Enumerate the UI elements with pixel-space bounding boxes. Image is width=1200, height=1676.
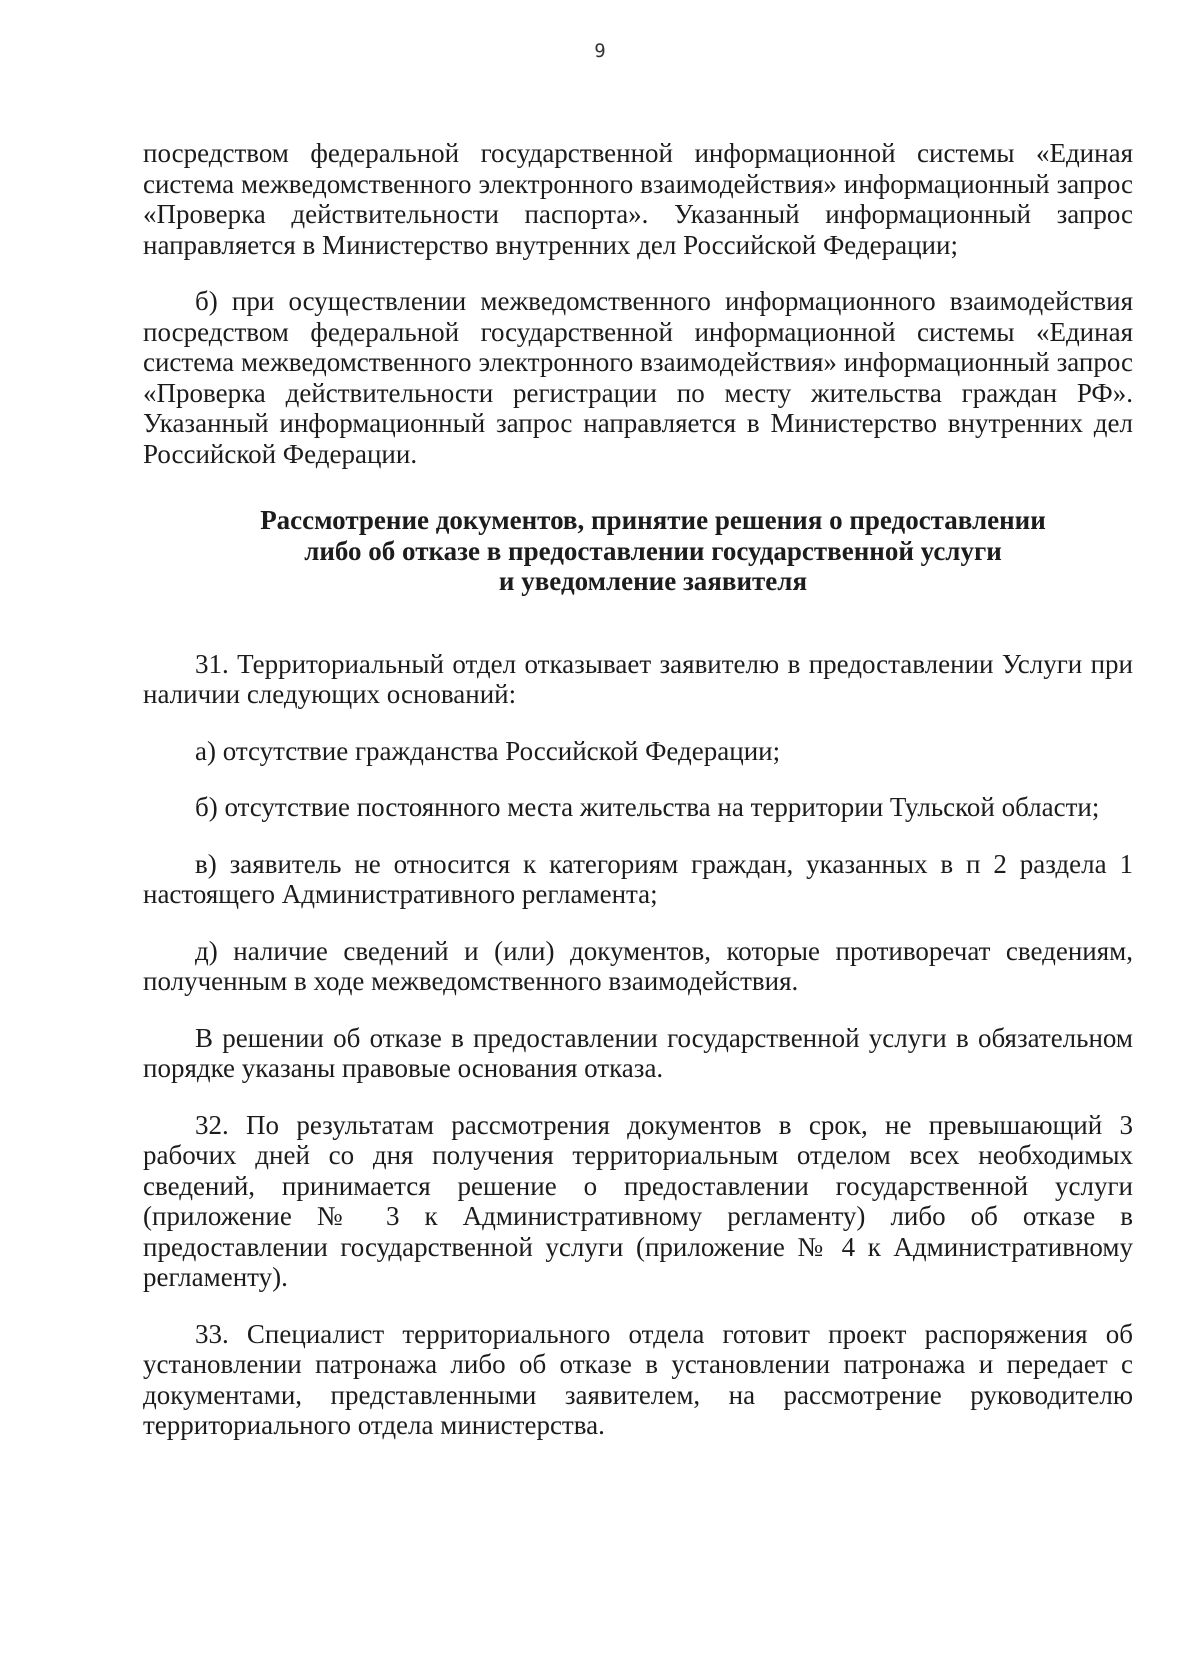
section-heading-line-2: либо об отказе в предоставлении государственной услуги	[304, 535, 1002, 566]
section-heading-line-3: и уведомление заявителя	[498, 566, 808, 596]
paragraph-31: 31. Территориальный отдел отказывает заявителю в предоставлении Услуги при наличии следующих оснований:	[143, 648, 1133, 709]
paragraph-item-b: б) при осуществлении межведомственного информационного взаимодействия посредством федеральной государственной информационной системы «Единая система межведомственного электронного взаимодействия» информационный запрос «Проверка действительности регистрации по месту жительства граждан РФ». Указанный информационный запрос направляется в Министерство внутренних дел Российской Федерации.	[143, 286, 1133, 469]
paragraph-32: 32. По результатам рассмотрения документов в срок, не превышающий 3 рабочих дней со дня получения территориальным отделом всех необходимых сведений, принимается решение о предоставлении государственной услуги (приложение № 3 к Административному регламенту) либо об отказе в предоставлении государственной услуги (приложение № 4 к Административному регламенту).	[143, 1109, 1133, 1292]
section-heading-line-1: Рассмотрение документов, принятие решения о предоставлении	[260, 505, 1046, 535]
paragraph-31-item-b: б) отсутствие постоянного места жительства на территории Тульской области;	[195, 792, 1100, 822]
paragraph-31-item-v: в) заявитель не относится к категориям граждан, указанных в п 2 раздела 1 настоящего Административного регламента;	[143, 848, 1133, 909]
page-number: 9	[594, 40, 606, 62]
document-body	[143, 138, 1133, 1467]
paragraph-31-item-a: а) отсутствие гражданства Российской Федерации;	[195, 735, 781, 766]
paragraph-31-refusal-note: В решении об отказе в предоставлении государственной услуги в обязательном порядке указаны правовые основания отказа.	[143, 1022, 1133, 1083]
section-heading	[143, 505, 1133, 597]
paragraph-31-item-d: д) наличие сведений и (или) документов, которые противоречат сведениям, полученным в ходе межведомственного взаимодействия.	[143, 935, 1133, 996]
paragraph-continuation: посредством федеральной государственной информационной системы «Единая система межведомственного электронного взаимодействия» информационный запрос «Проверка действительности паспорта». Указанный информационный запрос направляется в Министерство внутренних дел Российской Федерации;	[143, 138, 1133, 260]
paragraph-33: 33. Специалист территориального отдела готовит проект распоряжения об установлении патронажа либо об отказе в установлении патронажа и передает с документами, представленными заявителем, на рассмотрение руководителю территориального отдела министерства.	[143, 1318, 1133, 1440]
